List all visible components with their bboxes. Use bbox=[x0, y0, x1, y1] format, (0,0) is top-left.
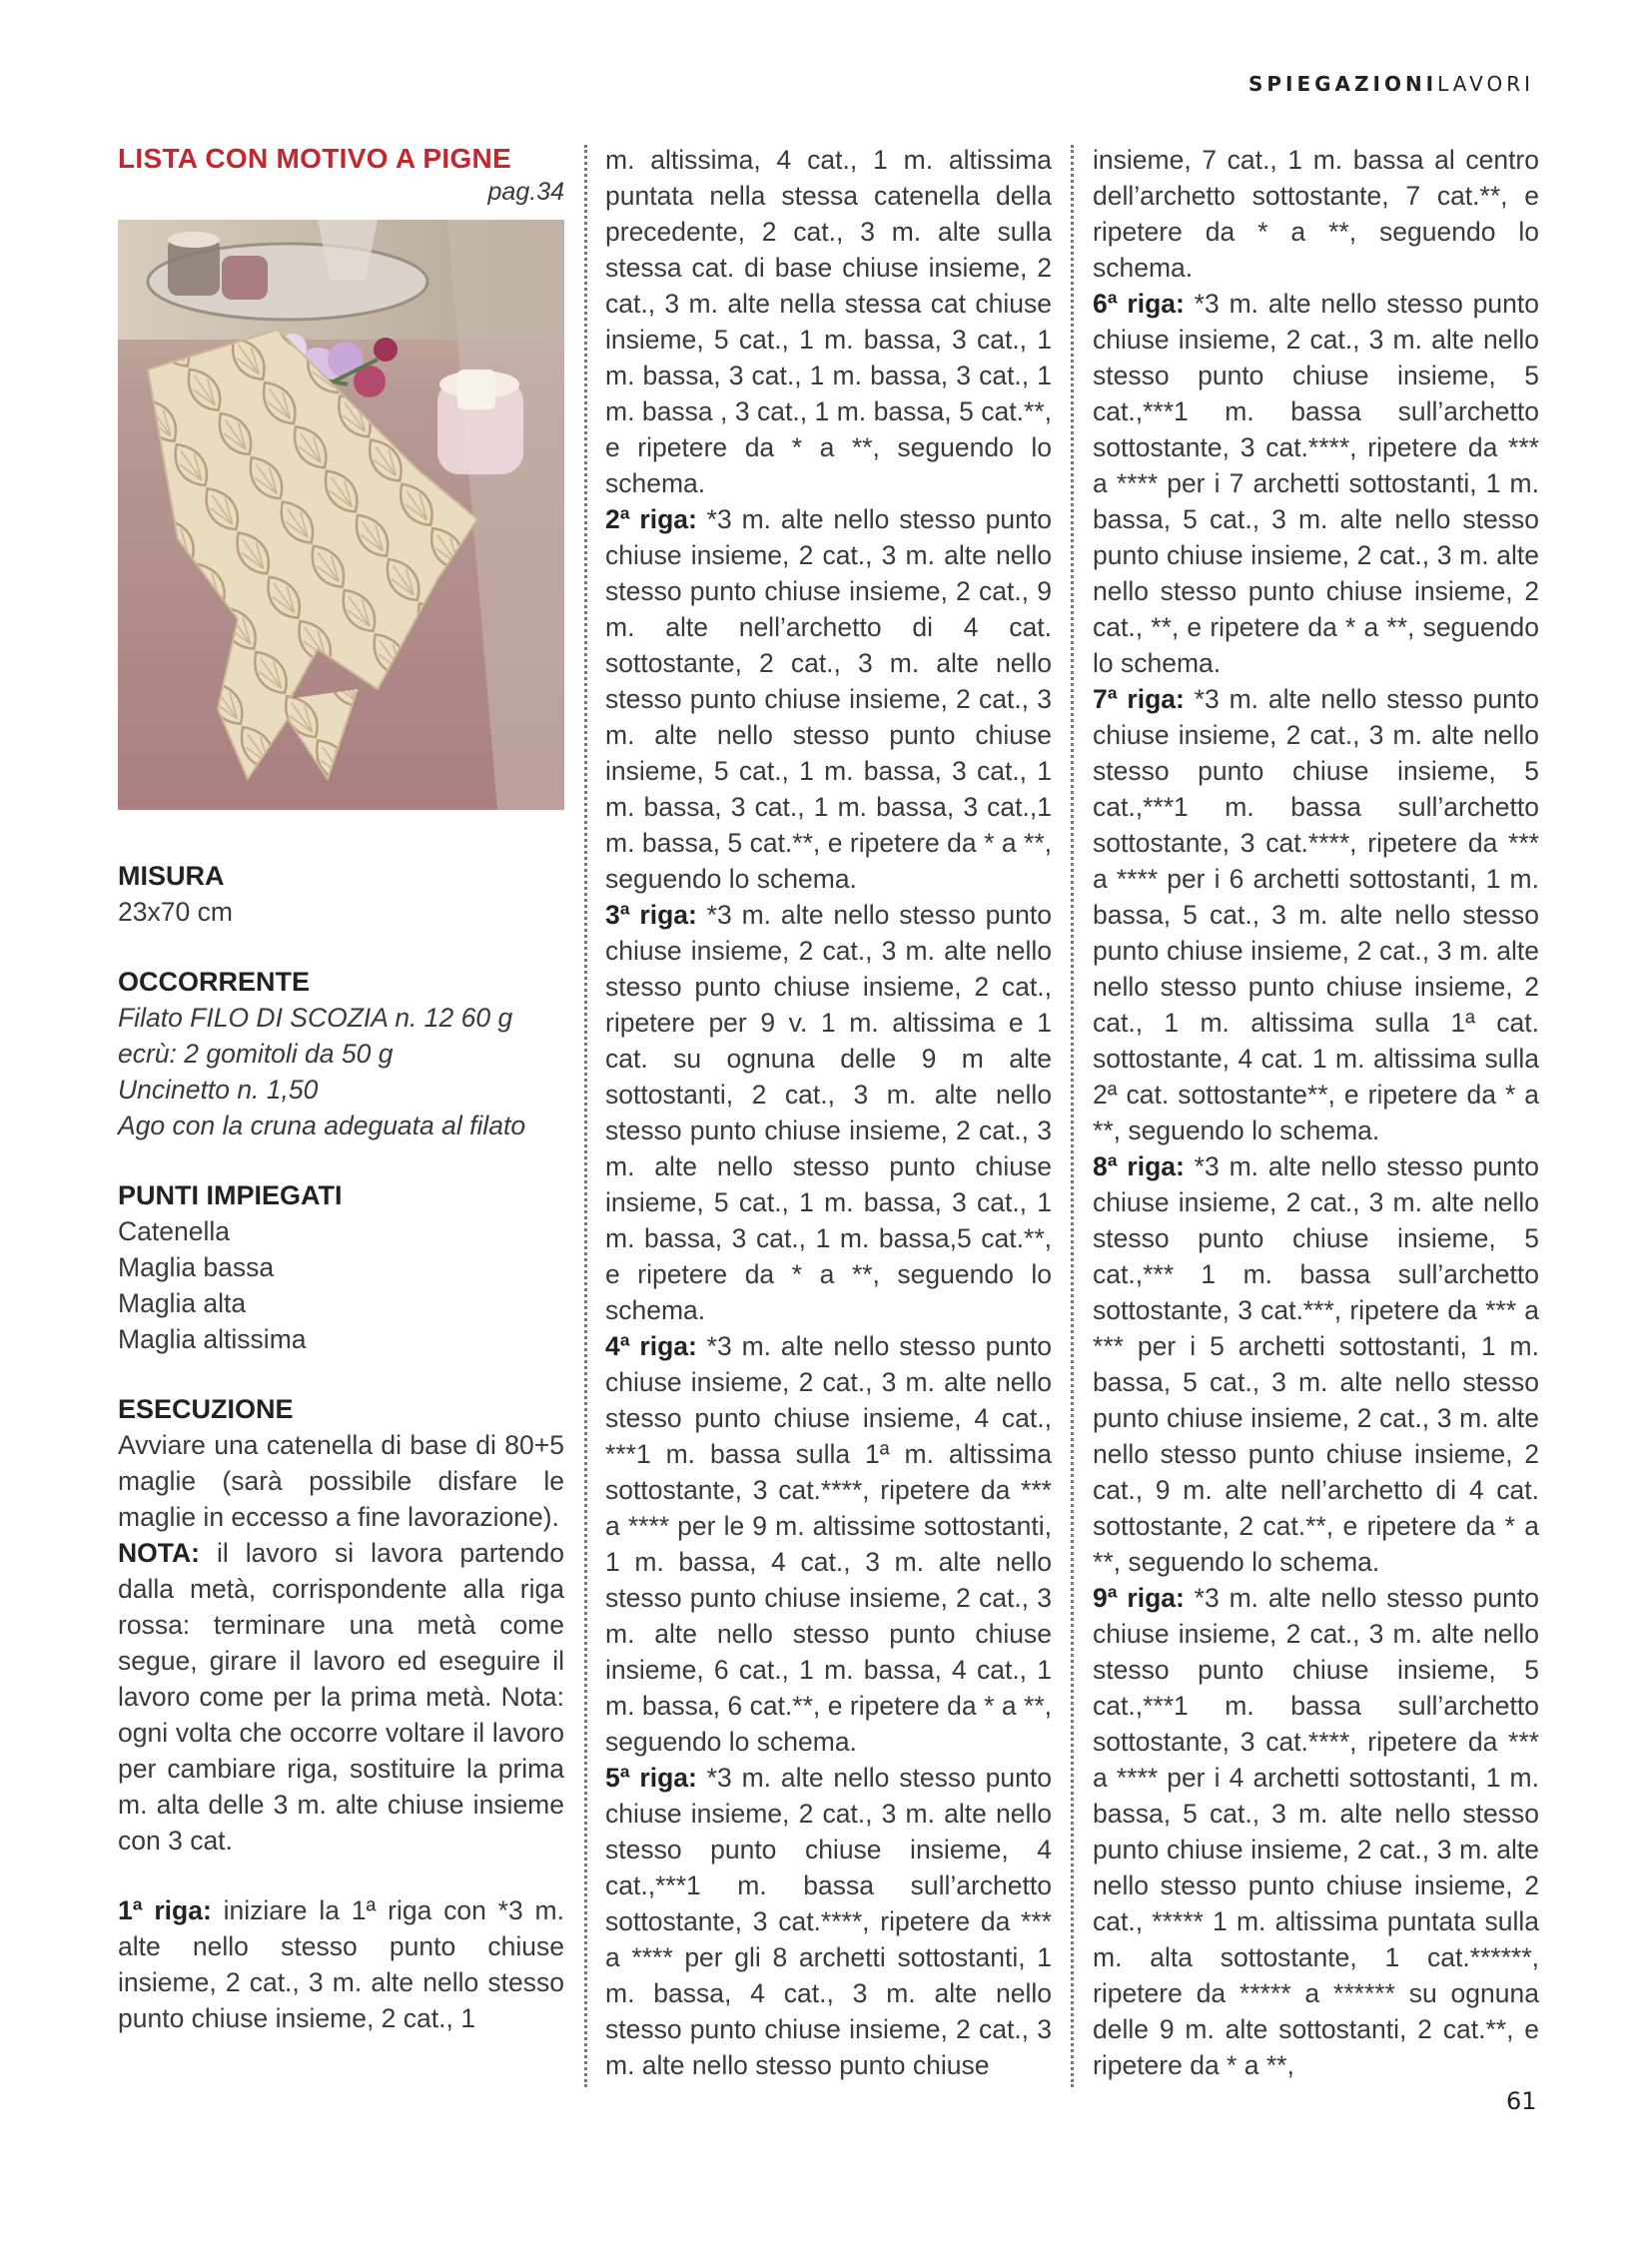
misura-heading: MISURA bbox=[118, 861, 225, 891]
step-text: *3 m. alte nello stesso punto chiuse insieme, 2 cat., 3 m. alte nello stesso punto chiuse insieme, 4 cat., ***1 m. bassa sulla 1ª m. altissima sottostante, 3 cat.****, ripetere da *** a **** per le 9 m. altissime sottostanti, 1 m. bassa, 4 cat., 3 m. alte nello stesso punto chiuse insieme, 2 cat., 3 m. alte nello stesso punto chiuse insieme, 6 cat., 1 m. bassa, 4 cat., 1 m. bassa, 6 cat.**, e ripetere da * a **, seguendo lo schema. bbox=[605, 1331, 1052, 1757]
occorrente-line: Filato FILO DI SCOZIA n. 12 60 g bbox=[118, 1003, 513, 1033]
punti-item: Maglia bassa bbox=[118, 1252, 275, 1282]
step-7 bbox=[1093, 681, 1539, 1148]
punti-item: Catenella bbox=[118, 1216, 230, 1246]
column-left bbox=[118, 142, 564, 2036]
esecuzione-nota bbox=[118, 1535, 564, 1859]
occorrente-line: Uncinetto n. 1,50 bbox=[118, 1075, 319, 1105]
step-5 bbox=[605, 1760, 1052, 2083]
step-1 bbox=[118, 1892, 564, 2036]
column-separator bbox=[584, 145, 587, 2087]
step-label: 6ª riga: bbox=[1093, 289, 1185, 319]
step-label: 4ª riga: bbox=[605, 1331, 697, 1361]
step-label: 9ª riga: bbox=[1093, 1583, 1185, 1613]
nota-text: il lavoro si lavora partendo dalla metà, corrispondente alla riga rossa: terminare una metà come segue, girare il lavoro ed eseguire il lavoro come per la prima metà. Nota: ogni volta che occorre voltare il lavoro per cambiare riga, sostituire la prima m. alta delle 3 m. alte chiuse insieme con 3 cat. bbox=[118, 1538, 564, 1856]
nota-label: NOTA: bbox=[118, 1538, 200, 1568]
page-header bbox=[1248, 72, 1534, 96]
column-separator bbox=[1071, 145, 1074, 2087]
step-text: m. altissima, 4 cat., 1 m. altissima puntata nella stessa catenella della precedente, 2 cat., 3 m. alte sulla stessa cat. di base chiuse insieme, 2 cat., 3 m. alte nella stessa cat chiuse insieme, 5 cat., 1 m. bassa, 3 cat., 1 m. bassa, 3 cat., 1 m. bassa, 3 cat., 1 m. bassa , 3 cat., 1 m. bassa, 5 cat.**, e ripetere da * a **, seguendo lo schema. bbox=[605, 145, 1052, 498]
esecuzione-heading: ESECUZIONE bbox=[118, 1394, 294, 1424]
occorrente-line: Ago con la cruna adeguata al filato bbox=[118, 1111, 526, 1140]
step-9 bbox=[1093, 1580, 1539, 2083]
occorrente-heading: OCCORRENTE bbox=[118, 967, 311, 997]
section-misura bbox=[118, 858, 564, 930]
step-label: 1ª riga: bbox=[118, 1895, 212, 1925]
header-section: SPIEGAZIONI bbox=[1247, 72, 1438, 96]
step-label: 8ª riga: bbox=[1093, 1151, 1185, 1181]
step-text: iniziare la 1ª riga con *3 m. alte nello stesso punto chiuse insieme, 2 cat., 3 m. alte nello stesso punto chiuse insieme, 2 cat., 1 bbox=[118, 1895, 564, 2033]
step-text: *3 m. alte nello stesso punto chiuse insieme, 2 cat., 3 m. alte nello stesso punto chiuse insieme, 5 cat.,***1 m. bassa sull’archetto sottostante, 3 cat.****, ripetere da *** a **** per i 6 archetti sottostanti, 1 m. bassa, 5 cat., 3 m. alte nello stesso punto chiuse insieme, 2 cat., 3 m. alte nello stesso punto chiuse insieme, 2 cat., 1 m. altissima sulla 1ª cat. sottostante, 4 cat. 1 m. altissima sulla 2ª cat. sottostante**, e ripetere da * a **, seguendo lo schema. bbox=[1093, 684, 1539, 1145]
header-sub: LAVORI bbox=[1437, 72, 1534, 96]
step-5-continued bbox=[1093, 142, 1539, 286]
step-2 bbox=[605, 501, 1052, 897]
step-6 bbox=[1093, 286, 1539, 681]
step-4 bbox=[605, 1328, 1052, 1760]
punti-item: Maglia altissima bbox=[118, 1324, 307, 1354]
column-right bbox=[1093, 142, 1539, 2083]
step-text: *3 m. alte nello stesso punto chiuse insieme, 2 cat., 3 m. alte nello stesso punto chiuse insieme, 5 cat.,*** 1 m. bassa sull’archetto sottostante, 3 cat.***, ripetere da *** a *** per i 5 archetti sottostanti, 1 m. bassa, 5 cat., 3 m. alte nello stesso punto chiuse insieme, 2 cat., 3 m. alte nello stesso punto chiuse insieme, 2 cat., 9 m. alte nell’archetto di 4 cat. sottostante, 2 cat.**, e ripetere da * a **, seguendo lo schema. bbox=[1093, 1151, 1539, 1577]
section-esecuzione bbox=[118, 1391, 564, 2036]
step-label: 5ª riga: bbox=[605, 1763, 697, 1793]
punti-heading: PUNTI IMPIEGATI bbox=[118, 1180, 343, 1210]
step-1-continued bbox=[605, 142, 1052, 501]
step-label: 3ª riga: bbox=[605, 900, 697, 930]
page-number: 61 bbox=[1506, 2087, 1537, 2115]
step-text: *3 m. alte nello stesso punto chiuse insieme, 2 cat., 3 m. alte nello stesso punto chiuse insieme, 5 cat.,***1 m. bassa sull’archetto sottostante, 3 cat.****, ripetere da *** a **** per i 4 archetti sottostanti, 1 m. bassa, 5 cat., 3 m. alte nello stesso punto chiuse insieme, 2 cat., 3 m. alte nello stesso punto chiuse insieme, 2 cat., ***** 1 m. altissima puntata sulla m. alta sottostante, 1 cat.******, ripetere da ***** a ****** su ognuna delle 9 m. alte sottostanti, 2 cat.**, e ripetere da * a **, bbox=[1093, 1583, 1539, 2080]
punti-item: Maglia alta bbox=[118, 1288, 247, 1318]
article-title: LISTA CON MOTIVO A PIGNE bbox=[118, 143, 512, 174]
misura-value: 23x70 cm bbox=[118, 897, 233, 927]
step-text: *3 m. alte nello stesso punto chiuse insieme, 2 cat., 3 m. alte nello stesso punto chiuse insieme, 2 cat., ripetere per 9 v. 1 m. altissima e 1 cat. su ognuna delle 9 m alte sottostanti, 2 cat., 3 m. alte nello stesso punto chiuse insieme, 2 cat., 3 m. alte nello stesso punto chiuse insieme, 5 cat., 1 m. bassa, 3 cat., 1 m. bassa, 3 cat., 1 m. bassa,5 cat.**, e ripetere da * a **, seguendo lo schema. bbox=[605, 900, 1052, 1325]
step-8 bbox=[1093, 1148, 1539, 1580]
step-text: *3 m. alte nello stesso punto chiuse insieme, 2 cat., 3 m. alte nello stesso punto chiuse insieme, 2 cat., 9 m. alte nell’archetto di 4 cat. sottostante, 2 cat., 3 m. alte nello stesso punto chiuse insieme, 2 cat., 3 m. alte nello stesso punto chiuse insieme, 5 cat., 1 m. bassa, 3 cat., 1 m. bassa, 3 cat., 1 m. bassa, 3 cat.,1 m. bassa, 5 cat.**, e ripetere da * a **, seguendo lo schema. bbox=[605, 504, 1052, 894]
step-label: 7ª riga: bbox=[1093, 684, 1185, 714]
step-3 bbox=[605, 897, 1052, 1328]
step-text: *3 m. alte nello stesso punto chiuse insieme, 2 cat., 3 m. alte nello stesso punto chiuse insieme, 4 cat.,***1 m. bassa sull’archetto sottostante, 3 cat.****, ripetere da *** a **** per gli 8 archetti sottostanti, 1 m. bassa, 4 cat., 3 m. alte nello stesso punto chiuse insieme, 2 cat., 3 m. alte nello stesso punto chiuse bbox=[605, 1763, 1052, 2080]
step-label: 2ª riga: bbox=[605, 504, 697, 534]
step-text: *3 m. alte nello stesso punto chiuse insieme, 2 cat., 3 m. alte nello stesso punto chiuse insieme, 5 cat.,***1 m. bassa sull’archetto sottostante, 3 cat.****, ripetere da *** a **** per i 7 archetti sottostanti, 1 m. bassa, 5 cat., 3 m. alte nello stesso punto chiuse insieme, 2 cat., 3 m. alte nello stesso punto chiuse insieme, 2 cat., **, e ripetere da * a **, seguendo lo schema. bbox=[1093, 289, 1539, 678]
table-runner-photo bbox=[118, 220, 564, 810]
step-text: insieme, 7 cat., 1 m. bassa al centro dell’archetto sottostante, 7 cat.**, e ripetere da * a **, seguendo lo schema. bbox=[1093, 145, 1539, 283]
section-punti bbox=[118, 1177, 564, 1357]
section-occorrente bbox=[118, 964, 564, 1143]
occorrente-line: ecrù: 2 gomitoli da 50 g bbox=[118, 1039, 394, 1069]
column-middle bbox=[605, 142, 1052, 2083]
page-reference: pag.34 bbox=[487, 178, 564, 206]
esecuzione-intro: Avviare una catenella di base di 80+5 maglie (sarà possibile disfare le maglie in eccesso a fine lavorazione). bbox=[118, 1430, 564, 1532]
